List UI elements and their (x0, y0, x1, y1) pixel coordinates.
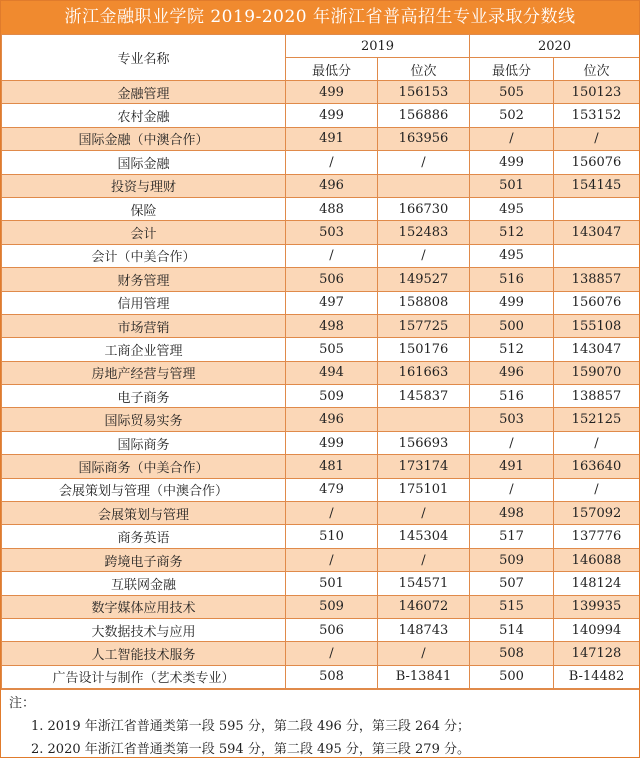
min-score-2020-cell: / (470, 127, 554, 150)
major-name-cell: 商务英语 (2, 525, 286, 548)
rank-2019-cell: 152483 (378, 221, 470, 244)
table-row (2, 572, 640, 595)
major-name-cell: 人工智能技术服务 (2, 642, 286, 665)
rank-2020-cell: 148124 (554, 572, 640, 595)
rank-2020-cell: 155108 (554, 314, 640, 337)
header-rank-2019: 位次 (378, 58, 470, 81)
header-rank-2020: 位次 (554, 58, 640, 81)
note-line-1: 1. 2019 年浙江省普通类第一段 595 分，第二段 496 分，第三段 264 分； (31, 719, 470, 735)
min-score-2019-cell: 499 (286, 431, 378, 454)
min-score-2020-cell: 514 (470, 618, 554, 641)
major-name-cell: 跨境电子商务 (2, 548, 286, 571)
major-name-cell: 会展策划与管理（中澳合作） (2, 478, 286, 501)
rank-2019-cell: 150176 (378, 338, 470, 361)
rank-2020-cell: 156076 (554, 151, 640, 174)
min-score-2019-cell: 481 (286, 455, 378, 478)
major-name-cell: 财务管理 (2, 268, 286, 291)
major-name-cell: 国际商务（中美合作） (2, 455, 286, 478)
major-name-cell: 互联网金融 (2, 572, 286, 595)
min-score-2020-cell: 491 (470, 455, 554, 478)
rank-2020-cell: 143047 (554, 221, 640, 244)
min-score-2020-cell: 509 (470, 548, 554, 571)
rank-2020-cell: 140994 (554, 618, 640, 641)
major-name-cell: 金融管理 (2, 81, 286, 104)
table-row (2, 478, 640, 501)
table-row (2, 197, 640, 220)
min-score-2020-cell: 501 (470, 174, 554, 197)
min-score-2019-cell: 491 (286, 127, 378, 150)
rank-2019-cell: / (378, 244, 470, 267)
table-row (2, 104, 640, 127)
table-row (2, 221, 640, 244)
major-name-cell: 数字媒体应用技术 (2, 595, 286, 618)
min-score-2020-cell: 517 (470, 525, 554, 548)
rank-2020-cell: / (554, 127, 640, 150)
rank-2020-cell: 139935 (554, 595, 640, 618)
table-row (2, 455, 640, 478)
table-row (2, 431, 640, 454)
table-row (2, 665, 640, 688)
major-name-cell: 投资与理财 (2, 174, 286, 197)
min-score-2020-cell: 500 (470, 314, 554, 337)
table-row (2, 595, 640, 618)
table-row (2, 81, 640, 104)
min-score-2020-cell: 499 (470, 151, 554, 174)
table-row (2, 244, 640, 267)
min-score-2020-cell: 503 (470, 408, 554, 431)
rank-2020-cell: 147128 (554, 642, 640, 665)
rank-2019-cell: 154571 (378, 572, 470, 595)
min-score-2020-cell: 508 (470, 642, 554, 665)
rank-2019-cell: 148743 (378, 618, 470, 641)
table-row (2, 338, 640, 361)
major-name-cell: 会计 (2, 221, 286, 244)
header-year-2020: 2020 (470, 35, 640, 58)
rank-2019-cell: / (378, 502, 470, 525)
min-score-2019-cell: 499 (286, 81, 378, 104)
rank-2020-cell: / (554, 431, 640, 454)
notes-section (1, 689, 639, 758)
rank-2020-cell: 154145 (554, 174, 640, 197)
major-name-cell: 广告设计与制作（艺术类专业） (2, 665, 286, 688)
major-name-cell: 国际金融 (2, 151, 286, 174)
major-name-cell: 保险 (2, 197, 286, 220)
rank-2020-cell: 146088 (554, 548, 640, 571)
rank-2019-cell (378, 408, 470, 431)
rank-2019-cell: 156153 (378, 81, 470, 104)
min-score-2019-cell: 508 (286, 665, 378, 688)
major-name-cell: 信用管理 (2, 291, 286, 314)
table-row (2, 525, 640, 548)
rank-2019-cell: 158808 (378, 291, 470, 314)
rank-2019-cell: 156886 (378, 104, 470, 127)
major-name-cell: 市场营销 (2, 314, 286, 337)
min-score-2020-cell: 507 (470, 572, 554, 595)
table-row (2, 314, 640, 337)
table-row (2, 548, 640, 571)
rank-2020-cell: 138857 (554, 268, 640, 291)
table-row (2, 385, 640, 408)
rank-2020-cell: 156076 (554, 291, 640, 314)
major-name-cell: 工商企业管理 (2, 338, 286, 361)
min-score-2019-cell: 496 (286, 408, 378, 431)
min-score-2019-cell: 494 (286, 361, 378, 384)
min-score-2020-cell: 495 (470, 244, 554, 267)
rank-2019-cell (378, 174, 470, 197)
min-score-2020-cell: / (470, 431, 554, 454)
header-year-2019: 2019 (286, 35, 470, 58)
rank-2019-cell: B-13841 (378, 665, 470, 688)
min-score-2019-cell: 509 (286, 595, 378, 618)
min-score-2020-cell: / (470, 478, 554, 501)
rank-2019-cell: 166730 (378, 197, 470, 220)
min-score-2019-cell: 506 (286, 268, 378, 291)
min-score-2019-cell: / (286, 151, 378, 174)
min-score-2020-cell: 499 (470, 291, 554, 314)
rank-2019-cell: 149527 (378, 268, 470, 291)
min-score-2020-cell: 516 (470, 268, 554, 291)
major-name-cell: 会计（中美合作） (2, 244, 286, 267)
min-score-2019-cell: / (286, 502, 378, 525)
major-name-cell: 国际贸易实务 (2, 408, 286, 431)
table-row (2, 174, 640, 197)
table-row (2, 642, 640, 665)
table-row (2, 151, 640, 174)
note-line-2: 2. 2020 年浙江省普通类第一段 594 分，第二段 495 分，第三段 279 分。 (31, 742, 470, 758)
min-score-2019-cell: 488 (286, 197, 378, 220)
rank-2019-cell: 161663 (378, 361, 470, 384)
min-score-2020-cell: 496 (470, 361, 554, 384)
min-score-2019-cell: 496 (286, 174, 378, 197)
rank-2020-cell: B-14482 (554, 665, 640, 688)
rank-2019-cell: 146072 (378, 595, 470, 618)
min-score-2020-cell: 495 (470, 197, 554, 220)
table-body (2, 81, 640, 689)
min-score-2019-cell: 509 (286, 385, 378, 408)
rank-2019-cell: 163956 (378, 127, 470, 150)
min-score-2019-cell: 479 (286, 478, 378, 501)
min-score-2020-cell: 500 (470, 665, 554, 688)
major-name-cell: 大数据技术与应用 (2, 618, 286, 641)
major-name-cell: 房地产经营与管理 (2, 361, 286, 384)
table-row (2, 291, 640, 314)
major-name-cell: 农村金融 (2, 104, 286, 127)
min-score-2019-cell: 510 (286, 525, 378, 548)
min-score-2020-cell: 505 (470, 81, 554, 104)
min-score-2019-cell: 498 (286, 314, 378, 337)
min-score-2020-cell: 502 (470, 104, 554, 127)
rank-2019-cell: / (378, 642, 470, 665)
min-score-2020-cell: 516 (470, 385, 554, 408)
rank-2020-cell: 152125 (554, 408, 640, 431)
rank-2019-cell: / (378, 548, 470, 571)
rank-2020-cell: 153152 (554, 104, 640, 127)
score-table (1, 34, 640, 689)
table-row (2, 618, 640, 641)
min-score-2019-cell: / (286, 548, 378, 571)
min-score-2020-cell: 515 (470, 595, 554, 618)
rank-2019-cell: 145304 (378, 525, 470, 548)
rank-2020-cell: / (554, 478, 640, 501)
rank-2019-cell: 145837 (378, 385, 470, 408)
header-min-score-2019: 最低分 (286, 58, 378, 81)
min-score-2020-cell: 512 (470, 221, 554, 244)
major-name-cell: 电子商务 (2, 385, 286, 408)
min-score-2019-cell: 505 (286, 338, 378, 361)
rank-2019-cell: 157725 (378, 314, 470, 337)
rank-2019-cell: 156693 (378, 431, 470, 454)
min-score-2019-cell: 501 (286, 572, 378, 595)
min-score-2020-cell: 498 (470, 502, 554, 525)
header-major: 专业名称 (2, 35, 286, 81)
notes-label: 注： (9, 696, 36, 712)
rank-2020-cell: 143047 (554, 338, 640, 361)
min-score-2019-cell: 503 (286, 221, 378, 244)
rank-2020-cell: 137776 (554, 525, 640, 548)
table-row (2, 127, 640, 150)
major-name-cell: 国际商务 (2, 431, 286, 454)
table-row (2, 408, 640, 431)
min-score-2019-cell: 506 (286, 618, 378, 641)
rank-2020-cell (554, 197, 640, 220)
rank-2020-cell: 150123 (554, 81, 640, 104)
rank-2020-cell (554, 244, 640, 267)
rank-2019-cell: 173174 (378, 455, 470, 478)
min-score-2019-cell: 497 (286, 291, 378, 314)
table-row (2, 268, 640, 291)
min-score-2019-cell: 499 (286, 104, 378, 127)
rank-2020-cell: 163640 (554, 455, 640, 478)
min-score-2019-cell: / (286, 244, 378, 267)
rank-2019-cell: 175101 (378, 478, 470, 501)
min-score-2020-cell: 512 (470, 338, 554, 361)
document-title: 浙江金融职业学院 2019-2020 年浙江省普高招生专业录取分数线 (1, 1, 639, 34)
min-score-2019-cell: / (286, 642, 378, 665)
rank-2020-cell: 157092 (554, 502, 640, 525)
rank-2020-cell: 138857 (554, 385, 640, 408)
table-row (2, 502, 640, 525)
rank-2019-cell: / (378, 151, 470, 174)
table-row (2, 361, 640, 384)
major-name-cell: 会展策划与管理 (2, 502, 286, 525)
major-name-cell: 国际金融（中澳合作） (2, 127, 286, 150)
header-min-score-2020: 最低分 (470, 58, 554, 81)
rank-2020-cell: 159070 (554, 361, 640, 384)
